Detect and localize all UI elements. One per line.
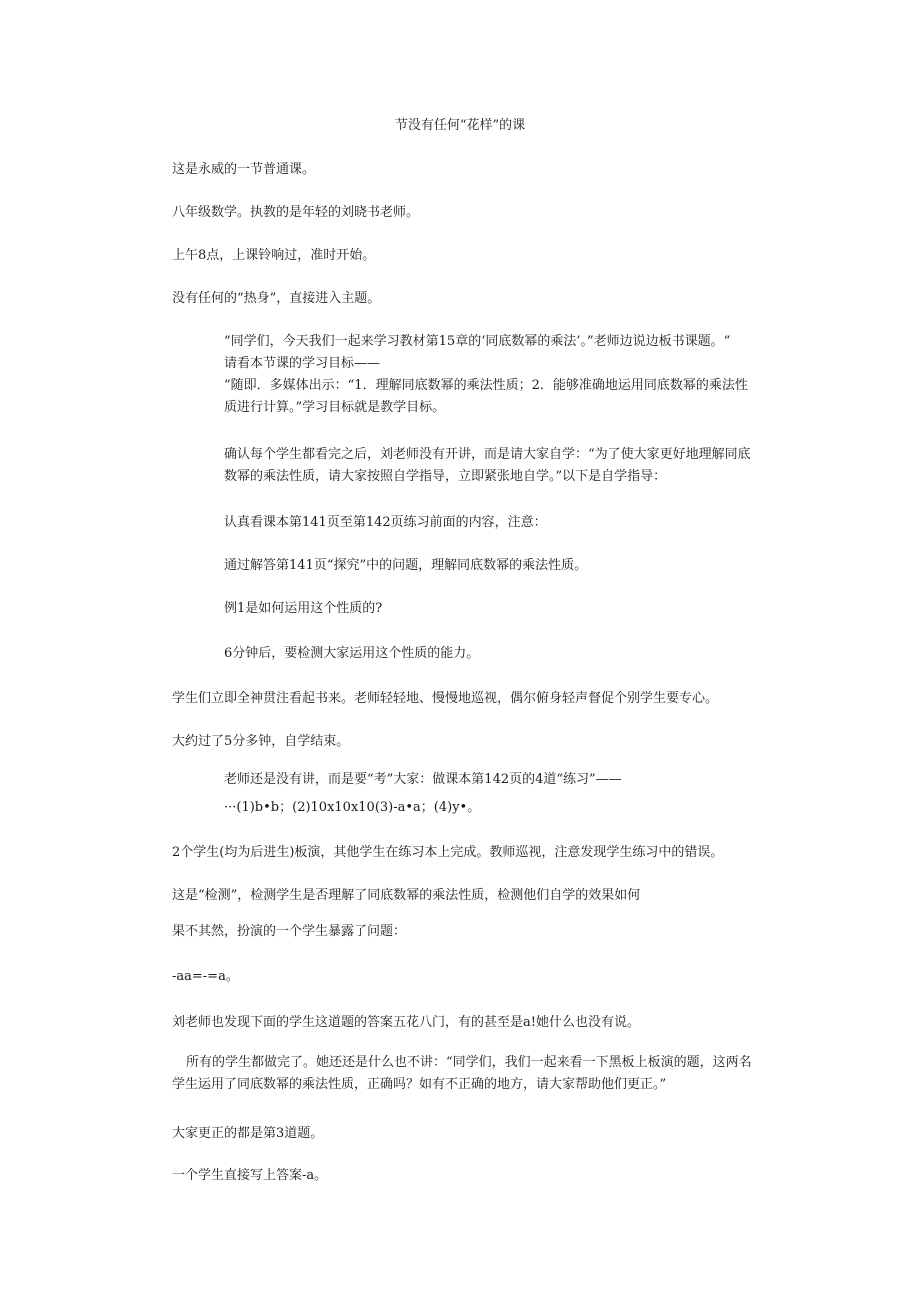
guide-item: 6分钟后，要检测大家运用这个性质的能力。 (224, 646, 480, 661)
exam-line: ···(1)b•b；(2)10x10x10(3)-a•a；(4)y•。 (224, 800, 481, 815)
formula: -aa=-=a。 (172, 969, 239, 984)
final-line: 学生运用了同底数幂的乘法性质，正确吗？如有不正确的地方，请大家帮助他们更正。” (172, 1077, 667, 1092)
self-study-line: 数幂的乘法性质，请大家按照自学指导，立即紧张地自学。”以下是自学指导： (224, 469, 667, 484)
guide-item: 例1是如何运用这个性质的? (224, 601, 383, 616)
paragraph: 刘老师也发现下面的学生这道题的答案五花八门，有的甚至是a!她什么也没有说。 (172, 1015, 640, 1030)
quote-line: “同学们，今天我们一起来学习教材第15章的‘同底数幂的乘法’。”老师边说边板书课题。“ (224, 334, 731, 349)
paragraph: 这是永威的一节普通课。 (172, 162, 316, 177)
paragraph: 这是“检测”，检测学生是否理解了同底数幂的乘法性质，检测他们自学的效果如何 (172, 888, 641, 903)
quote-line: ”随即．多媒体出示：“1．理解同底数幂的乘法性质；2．能够准确地运用同底数幂的乘法性 (224, 378, 748, 393)
guide-item: 认真看课本第141页至第142页练习前面的内容，注意： (224, 515, 547, 530)
quote-block (224, 331, 748, 419)
paragraph: 没有任何的“热身”，直接进入主题。 (172, 291, 381, 306)
final-block (172, 1052, 752, 1096)
final-line: 所有的学生都做完了。她还还是什么也不讲：“同学们，我们一起来看一下黑板上板演的题，这两名 (186, 1055, 752, 1070)
exam-line: 老师还是没有讲，而是要“考”大家：做课本第142页的4道“练习”—— (224, 772, 622, 787)
paragraph: 大约过了5分多钟，自学结束。 (172, 734, 350, 749)
exam-block (224, 769, 622, 819)
paragraph: 学生们立即全神贯注看起书来。老师轻轻地、慢慢地巡视，偶尔俯身轻声督促个别学生要专心。 (172, 691, 719, 706)
paragraph: 大家更正的都是第3道题。 (172, 1126, 324, 1141)
paragraph: 上午8点，上课铃响过，准时开始。 (172, 248, 376, 263)
paragraph: 八年级数学。执教的是年轻的刘晓书老师。 (172, 205, 420, 220)
quote-line: 质进行计算。”学习目标就是教学目标。 (224, 400, 446, 415)
paragraph: 2个学生(均为后进生)板演，其他学生在练习本上完成。教师巡视，注意发现学生练习中的错误。 (172, 845, 724, 860)
page-title: 节没有任何“花样”的课 (394, 118, 526, 133)
quote-line: 请看本节课的学习目标—— (224, 356, 381, 371)
self-study-line: 确认每个学生都看完之后，刘老师没有开讲，而是请大家自学：“为了使大家更好地理解同底 (224, 447, 751, 462)
paragraph: 果不其然，扮演的一个学生暴露了问题： (172, 924, 407, 939)
self-study-block (224, 444, 751, 488)
guide-item: 通过解答第141页“探究”中的问题，理解同底数幂的乘法性质。 (224, 558, 588, 573)
paragraph: 一个学生直接写上答案-a。 (172, 1168, 328, 1183)
